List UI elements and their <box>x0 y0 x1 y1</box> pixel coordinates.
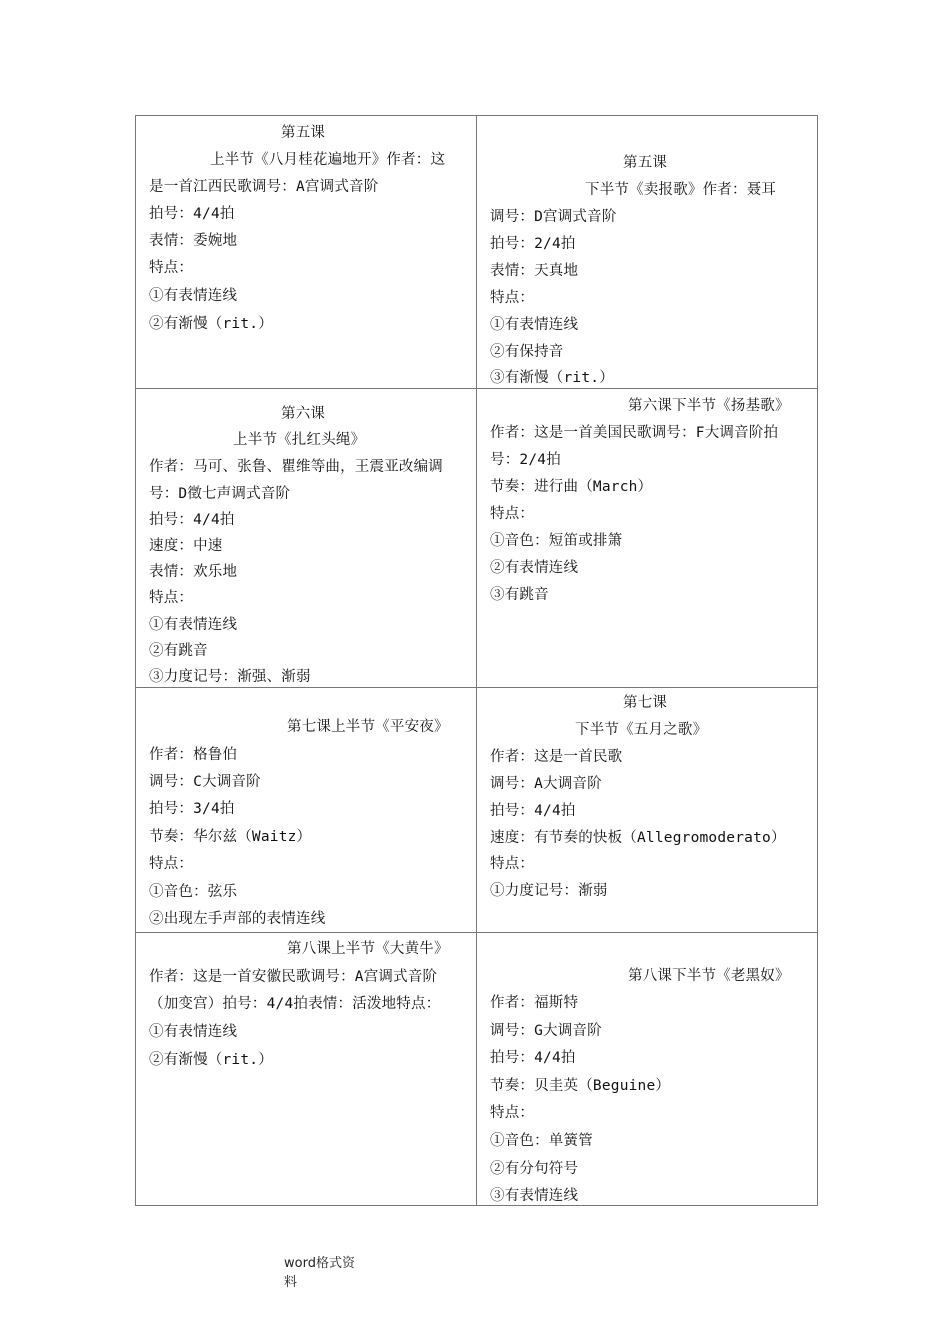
lesson-detail-line: ②有渐慢（rit.） <box>149 316 273 332</box>
lesson-detail-line: 号：D徵七声调式音阶 <box>149 486 291 502</box>
lesson-detail-line: 作者：格鲁伯 <box>149 747 238 763</box>
lesson-heading: 第七课上半节《平安夜》 <box>287 719 449 735</box>
lesson-detail-line: 作者：马可、张鲁、瞿维等曲，王震亚改编调 <box>149 459 443 475</box>
lesson-heading: 第六课 <box>281 406 326 422</box>
lesson-detail-line: 调号：G大调音阶 <box>490 1023 602 1039</box>
lesson-detail-line: 作者：这是一首安徽民歌调号：A宫调式音阶 <box>149 969 438 985</box>
lesson-detail-line: ②有保持音 <box>490 344 564 360</box>
lesson-detail-line: 特点： <box>149 260 194 276</box>
lesson-detail-line: 拍号：4/4拍 <box>149 512 235 528</box>
lesson-detail-line: 拍号：4/4拍 <box>490 1050 576 1066</box>
lesson-detail-line: ①有表情连线 <box>149 617 238 633</box>
lesson-detail-line: 表情：委婉地 <box>149 233 238 249</box>
lesson-detail-line: ②有分句符号 <box>490 1161 579 1177</box>
lesson-heading: 第六课下半节《扬基歌》 <box>628 398 790 414</box>
cell-lesson7-second-half <box>477 688 818 933</box>
lesson-detail-line: 特点： <box>490 506 535 522</box>
cell-lesson6-first-half <box>136 389 477 688</box>
lesson-detail-line: 拍号：2/4拍 <box>490 236 576 252</box>
lesson-detail-line: 作者：这是一首美国民歌调号：F大调音阶拍 <box>490 425 779 441</box>
lesson-detail-line: ①音色：短笛或排箫 <box>490 533 623 549</box>
lesson-detail-line: 调号：C大调音阶 <box>149 774 261 790</box>
cell-lesson8-first-half <box>136 933 477 1206</box>
lesson-detail-line: 上半节《八月桂花遍地开》作者：这 <box>210 152 446 168</box>
lesson-detail-line: 特点： <box>490 1105 535 1121</box>
cell-lesson6-second-half <box>477 389 818 688</box>
lesson-detail-line: 节奏：进行曲（March） <box>490 479 653 495</box>
lesson-detail-line: 作者：这是一首民歌 <box>490 749 623 765</box>
lesson-detail-line: ③有渐慢（rit.） <box>490 370 614 386</box>
lesson-detail-line: 下半节《卖报歌》作者：聂耳 <box>585 182 777 198</box>
lesson-detail-line: 作者：福斯特 <box>490 995 579 1011</box>
lesson-detail-line: ①有表情连线 <box>490 317 579 333</box>
lesson-detail-line: ①有表情连线 <box>149 288 238 304</box>
lesson-detail-line: 速度：有节奏的快板（Allegromoderato） <box>490 830 786 846</box>
lesson-detail-line: 上半节《扎红头绳》 <box>233 432 366 448</box>
cell-lesson5-second-half <box>477 116 818 389</box>
lesson-detail-line: 节奏：贝圭英（Beguine） <box>490 1078 671 1094</box>
lesson-detail-line: 特点： <box>149 856 194 872</box>
lesson-detail-line: ③有表情连线 <box>490 1188 579 1204</box>
lesson-detail-line: 调号：D宫调式音阶 <box>490 209 617 225</box>
cell-lesson5-first-half <box>136 116 477 389</box>
cell-lesson7-first-half <box>136 688 477 933</box>
lesson-detail-line: 表情：欢乐地 <box>149 564 238 580</box>
lesson-detail-line: 拍号：3/4拍 <box>149 801 235 817</box>
footer-line-2: 料 <box>284 1275 298 1290</box>
footer-note <box>284 1254 355 1292</box>
lesson-detail-line: 特点： <box>149 590 194 606</box>
lesson-detail-line: ①音色：弦乐 <box>149 884 238 900</box>
lesson-detail-line: 调号：A大调音阶 <box>490 776 602 792</box>
footer-line-1: word格式资 <box>284 1256 355 1271</box>
lesson-detail-line: ②有渐慢（rit.） <box>149 1052 273 1068</box>
lesson-detail-line: 号：2/4拍 <box>490 452 561 468</box>
lesson-detail-line: ②出现左手声部的表情连线 <box>149 911 326 927</box>
lesson-heading: 第五课 <box>623 155 668 171</box>
lesson-heading: 第七课 <box>623 695 668 711</box>
lesson-heading: 第八课上半节《大黄牛》 <box>287 941 449 957</box>
lesson-detail-line: 速度：中速 <box>149 538 223 554</box>
lesson-detail-line: 特点： <box>490 856 535 872</box>
lesson-detail-line: 节奏：华尔兹（Waitz） <box>149 829 312 845</box>
lesson-detail-line: （加变宫）拍号：4/4拍表情：活泼地特点： <box>149 996 441 1012</box>
lesson-detail-line: 表情：天真地 <box>490 263 579 279</box>
lesson-detail-line: ②有跳音 <box>149 643 208 659</box>
lesson-detail-line: ①有表情连线 <box>149 1024 238 1040</box>
lesson-detail-line: ②有表情连线 <box>490 560 579 576</box>
lesson-detail-line: ①力度记号：渐弱 <box>490 883 608 899</box>
lesson-detail-line: ①音色：单簧管 <box>490 1133 593 1149</box>
cell-lesson8-second-half <box>477 933 818 1206</box>
lesson-detail-line: ③有跳音 <box>490 587 549 603</box>
lesson-heading: 第五课 <box>281 125 326 141</box>
lesson-detail-line: 特点： <box>490 290 535 306</box>
lesson-heading: 第八课下半节《老黑奴》 <box>628 968 790 984</box>
lesson-detail-line: 是一首江西民歌调号：A宫调式音阶 <box>149 179 379 195</box>
lesson-detail-line: 拍号：4/4拍 <box>149 206 235 222</box>
lesson-table <box>135 115 818 1206</box>
lesson-detail-line: ③力度记号：渐强、渐弱 <box>149 669 311 685</box>
lesson-detail-line: 拍号：4/4拍 <box>490 803 576 819</box>
lesson-detail-line: 下半节《五月之歌》 <box>575 722 708 738</box>
